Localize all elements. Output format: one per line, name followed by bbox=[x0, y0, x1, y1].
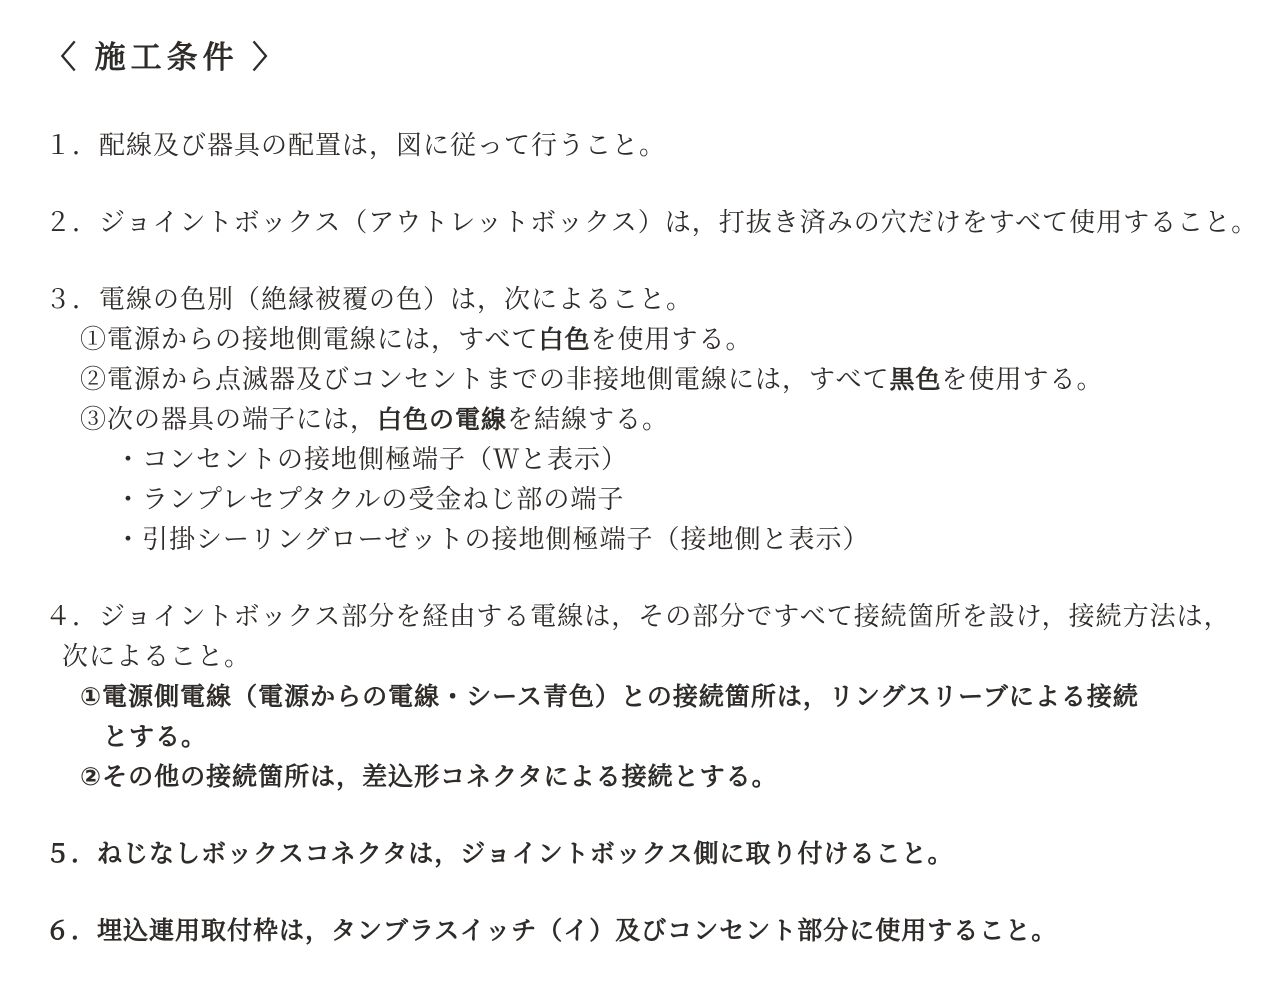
condition-line bbox=[45, 677, 1256, 717]
condition-line bbox=[45, 637, 1256, 677]
text-segment: ５．ねじなしボックスコネクタは，ジョイントボックス側に取り付けること。 bbox=[45, 840, 954, 868]
text-segment: 次によること。 bbox=[62, 642, 252, 671]
text-segment: ３．電線の色別（絶縁被覆の色）は，次によること。 bbox=[45, 285, 694, 314]
condition-line bbox=[45, 520, 1256, 560]
condition-item bbox=[45, 126, 1256, 166]
condition-item bbox=[45, 597, 1256, 797]
condition-line bbox=[45, 360, 1256, 400]
text-segment: ②その他の接続箇所は，差込形コネクタによる接続とする。 bbox=[80, 763, 778, 791]
text-segment: ６．埋込連用取付枠は，タンブラスイッチ（イ）及びコンセント部分に使用すること。 bbox=[45, 917, 1058, 945]
condition-line bbox=[45, 400, 1256, 440]
text-segment: 黒色 bbox=[889, 366, 942, 394]
text-segment: ４．ジョイントボックス部分を経由する電線は，その部分ですべて接続箇所を設け，接続方法は， bbox=[45, 602, 1231, 631]
text-segment: を結線する。 bbox=[507, 405, 670, 434]
text-segment: を使用する。 bbox=[941, 365, 1104, 394]
condition-line bbox=[45, 480, 1256, 520]
text-segment: ２．ジョイントボックス（アウトレットボックス）は，打抜き済みの穴だけをすべて使用すること。 bbox=[45, 208, 1259, 237]
text-segment: ①電源からの接地側電線には，すべて bbox=[80, 325, 539, 354]
text-segment: １．配線及び器具の配置は，図に従って行うこと。 bbox=[45, 131, 667, 160]
text-segment: ①電源側電線（電源からの電線・シース青色）との接続箇所は，リングスリーブによる接続 bbox=[80, 683, 1139, 711]
condition-line bbox=[45, 126, 1256, 166]
condition-line bbox=[45, 203, 1259, 243]
text-segment: ・引掛シーリングローゼットの接地側極端子（接地側と表示） bbox=[115, 525, 870, 554]
condition-item bbox=[45, 203, 1259, 243]
condition-item bbox=[45, 834, 1256, 874]
text-segment: ③次の器具の端子には， bbox=[80, 405, 378, 434]
text-segment: ②電源から点滅器及びコンセントまでの非接地側電線には，すべて bbox=[80, 365, 890, 394]
condition-line bbox=[45, 320, 1256, 360]
text-segment: ・ランプレセプタクルの受金ねじ部の端子 bbox=[115, 485, 625, 514]
condition-line bbox=[45, 597, 1256, 637]
condition-line bbox=[45, 440, 1256, 480]
condition-line bbox=[45, 717, 1256, 757]
text-segment: 白色 bbox=[538, 326, 591, 354]
page-title: 〈 施工条件 〉 bbox=[45, 40, 289, 75]
condition-line bbox=[45, 280, 1256, 320]
text-segment: とする。 bbox=[103, 723, 208, 751]
condition-line bbox=[45, 834, 1256, 874]
text-segment: を使用する。 bbox=[590, 325, 753, 354]
conditions-list bbox=[45, 126, 1259, 951]
text-segment: 白色の電線 bbox=[377, 406, 508, 434]
condition-item bbox=[45, 911, 1256, 951]
condition-item bbox=[45, 280, 1256, 560]
text-segment: ・コンセントの接地側極端子（Ｗと表示） bbox=[115, 445, 629, 474]
condition-line bbox=[45, 757, 1256, 797]
condition-line bbox=[45, 911, 1256, 951]
